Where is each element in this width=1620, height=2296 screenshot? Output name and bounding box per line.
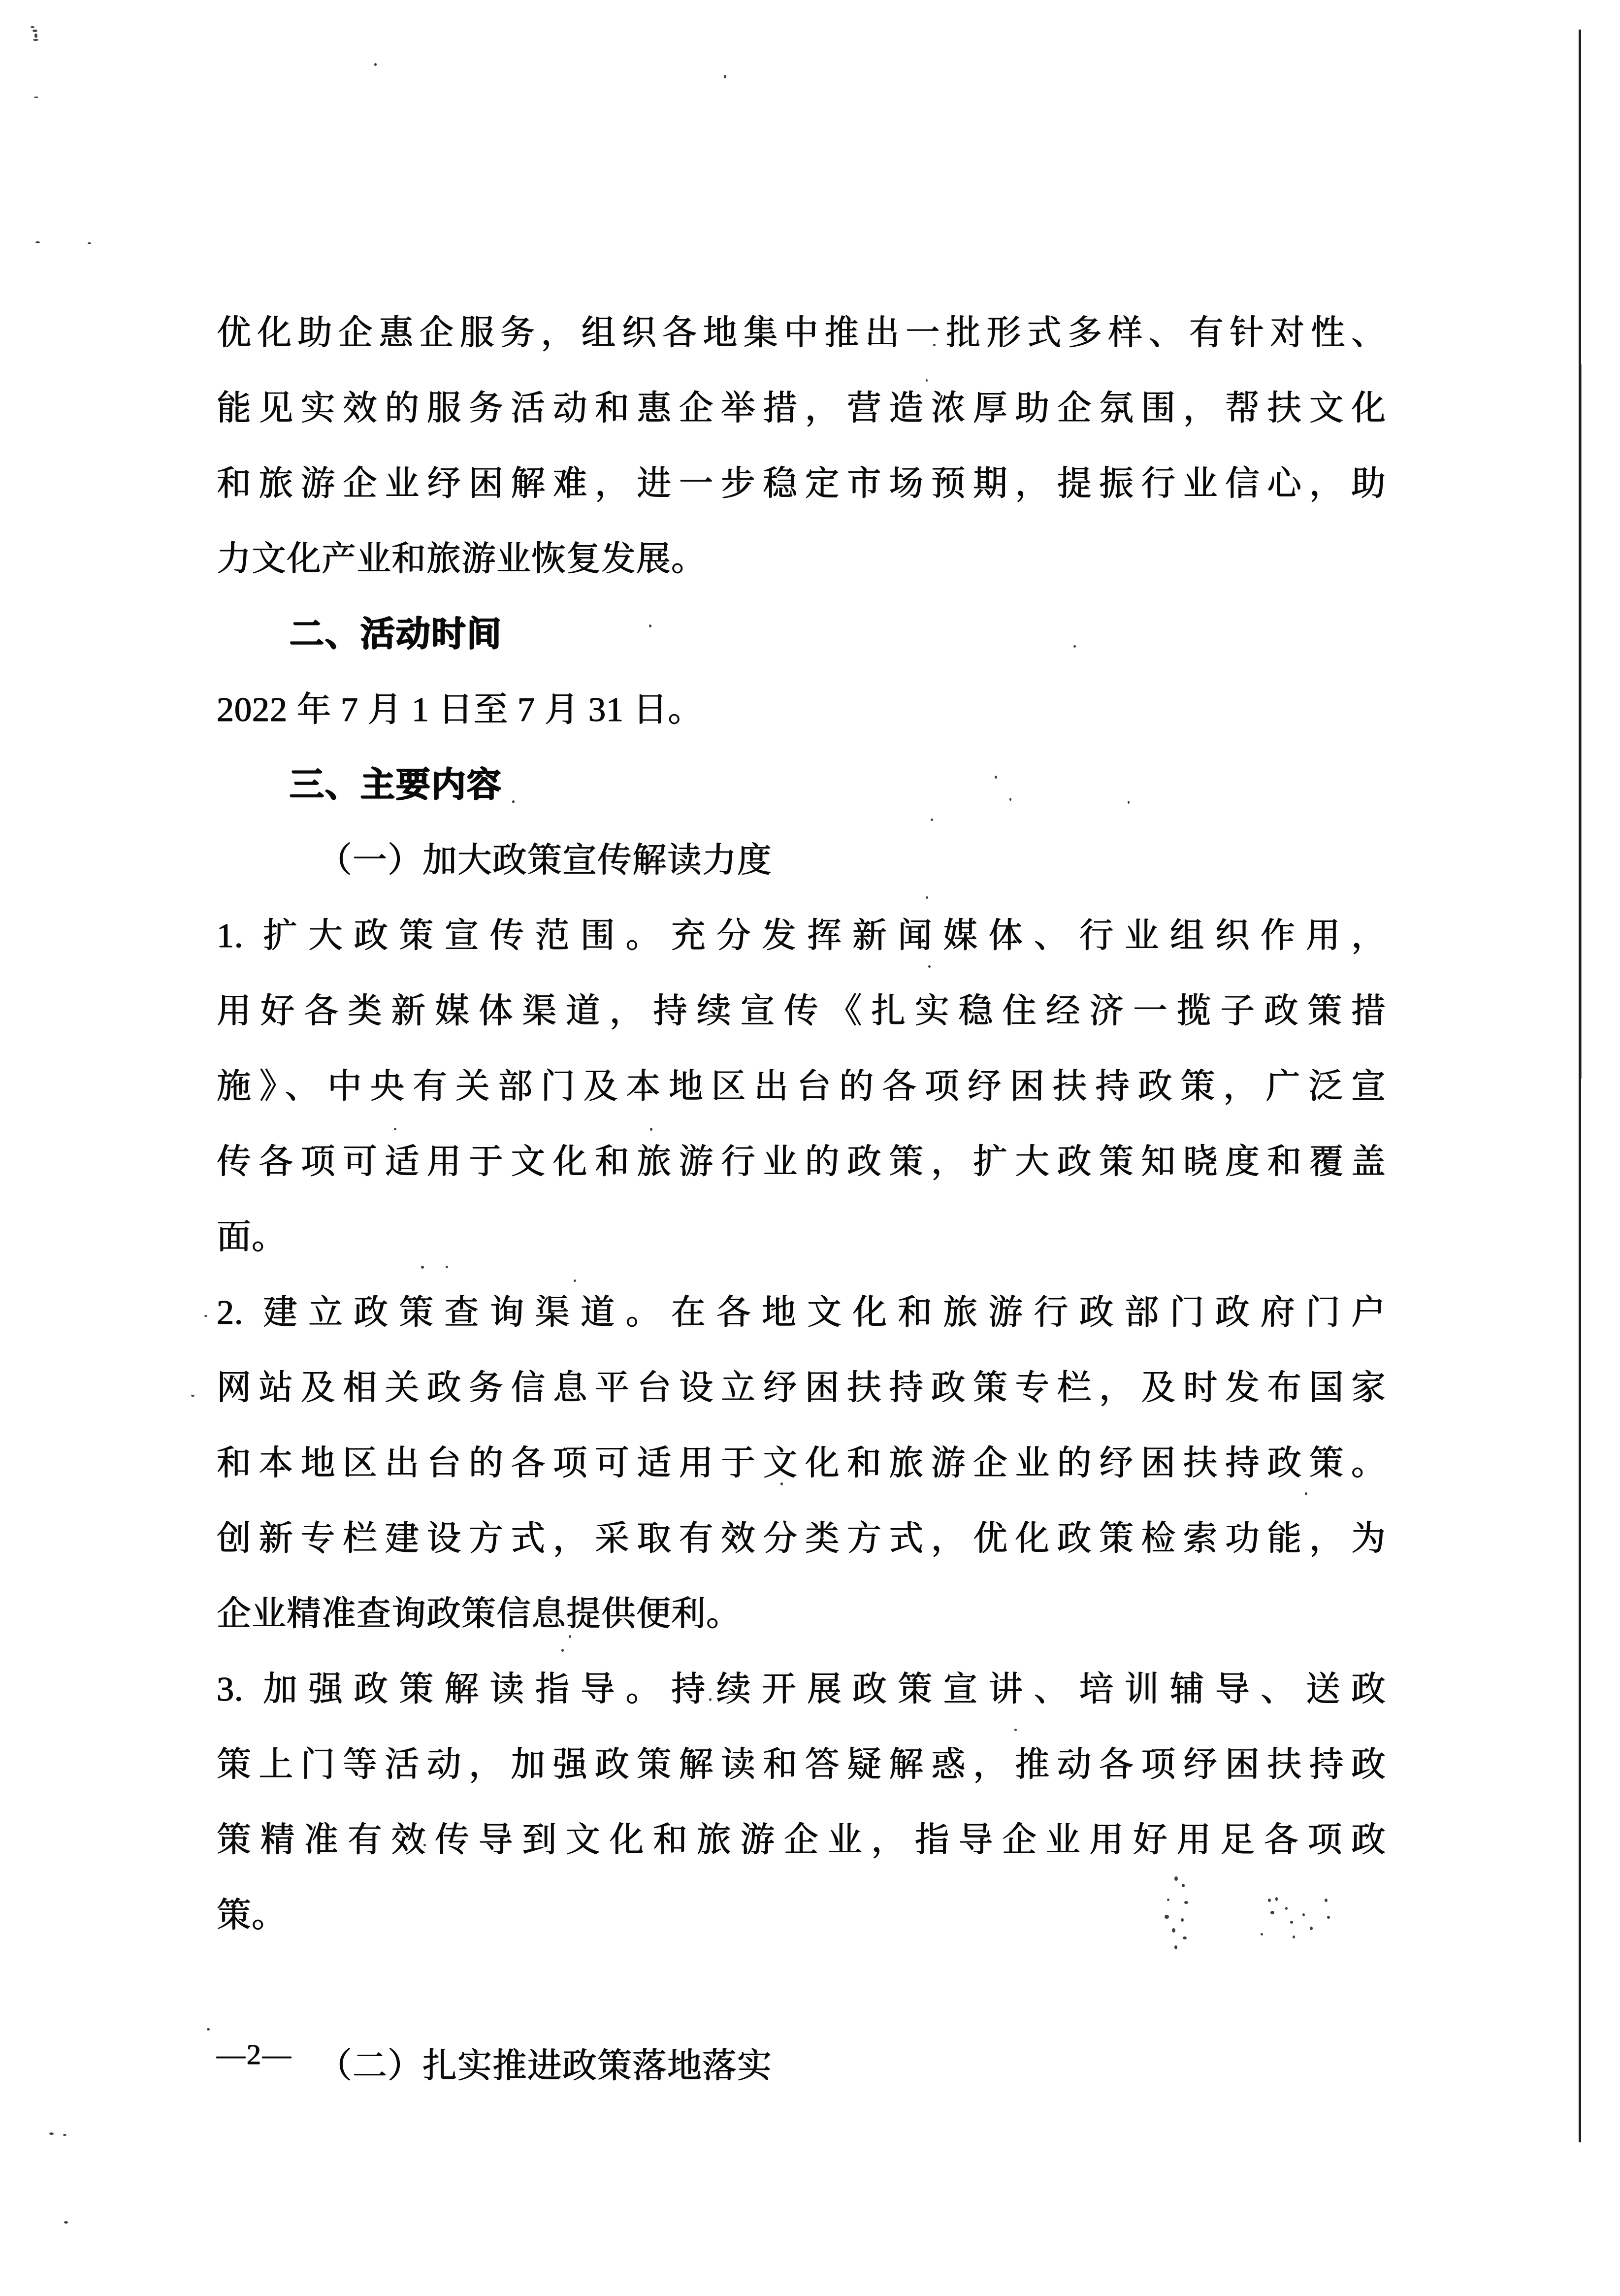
- scan-speckle: [374, 63, 377, 66]
- body-line: 2. 建立政策查询渠道。在各地文化和旅游行政部门政府门户: [217, 1294, 1386, 1332]
- body-line: 力文化产业和旅游业恢复发展。: [217, 540, 706, 578]
- body-line: 网站及相关政务信息平台设立纾困扶持政策专栏，及时发布国家: [217, 1369, 1386, 1407]
- scan-speckle: [63, 2134, 66, 2136]
- body-line: 策精准有效传导到文化和旅游企业，指导企业用好用足各项政: [217, 1821, 1386, 1859]
- body-line: 用好各类新媒体渠道，持续宣传《扎实稳住经济一揽子政策措: [217, 992, 1386, 1030]
- body-line: 企业精准查询政策信息提供便利。: [217, 1595, 741, 1633]
- document-body: [217, 295, 1393, 2104]
- body-line: 传各项可适用于文化和旅游行业的政策，扩大政策知晓度和覆盖: [217, 1143, 1386, 1181]
- body-line: 策上门等活动，加强政策解读和答疑解惑，推动各项纾困扶持政: [217, 1746, 1386, 1784]
- body-line: 能见实效的服务活动和惠企举措，营造浓厚助企氛围，帮扶文化: [217, 390, 1386, 427]
- body-line: 1. 扩大政策宣传范围。充分发挥新闻媒体、行业组织作用，: [217, 917, 1386, 955]
- subsection-heading-two: （二）扎实推进政策落地落实: [318, 2047, 772, 2085]
- activity-time-value: 2022 年 7 月 1 日至 7 月 31 日。: [217, 691, 703, 729]
- subsection-heading-one: （一）加大政策宣传解读力度: [318, 842, 772, 880]
- scan-speckle: [724, 75, 726, 78]
- body-line: 和旅游企业纾困解难，进一步稳定市场预期，提振行业信心，助: [217, 465, 1386, 503]
- scan-binding-edge-line: [1579, 30, 1581, 2142]
- body-line: 创新专栏建设方式，采取有效分类方式，优化政策检索功能，为: [217, 1520, 1386, 1558]
- scan-speckle: [34, 33, 37, 38]
- body-line: 3. 加强政策解读指导。持续开展政策宣讲、培训辅导、送政: [217, 1671, 1386, 1708]
- page-number: —2—: [217, 2038, 292, 2070]
- body-line: 和本地区出台的各项可适用于文化和旅游企业的纾困扶持政策。: [217, 1444, 1386, 1482]
- body-line: 优化助企惠企服务，组织各地集中推出一批形式多样、有针对性、: [217, 314, 1386, 352]
- scan-speckle: [191, 1395, 194, 1397]
- scan-speckle: [49, 2132, 54, 2135]
- body-line: 施》、中央有关部门及本地区出台的各项纾困扶持政策，广泛宣: [217, 1068, 1386, 1106]
- section-heading-main-content: 三、主要内容: [290, 766, 502, 804]
- body-line: 策。: [217, 1897, 287, 1935]
- scan-speckle: [34, 97, 38, 98]
- section-heading-activity-time: 二、活动时间: [290, 616, 502, 654]
- paragraph-spacer: [217, 1953, 1393, 2029]
- scan-speckle: [35, 241, 40, 243]
- scan-speckle: [64, 2221, 68, 2224]
- scan-speckle: [31, 26, 34, 28]
- scan-speckle: [88, 242, 91, 244]
- scan-speckle: [204, 1315, 207, 1317]
- scan-speckle: [32, 30, 37, 32]
- body-line: 面。: [217, 1218, 287, 1256]
- scan-speckle: [207, 2028, 210, 2031]
- scan-speckle: [33, 39, 38, 41]
